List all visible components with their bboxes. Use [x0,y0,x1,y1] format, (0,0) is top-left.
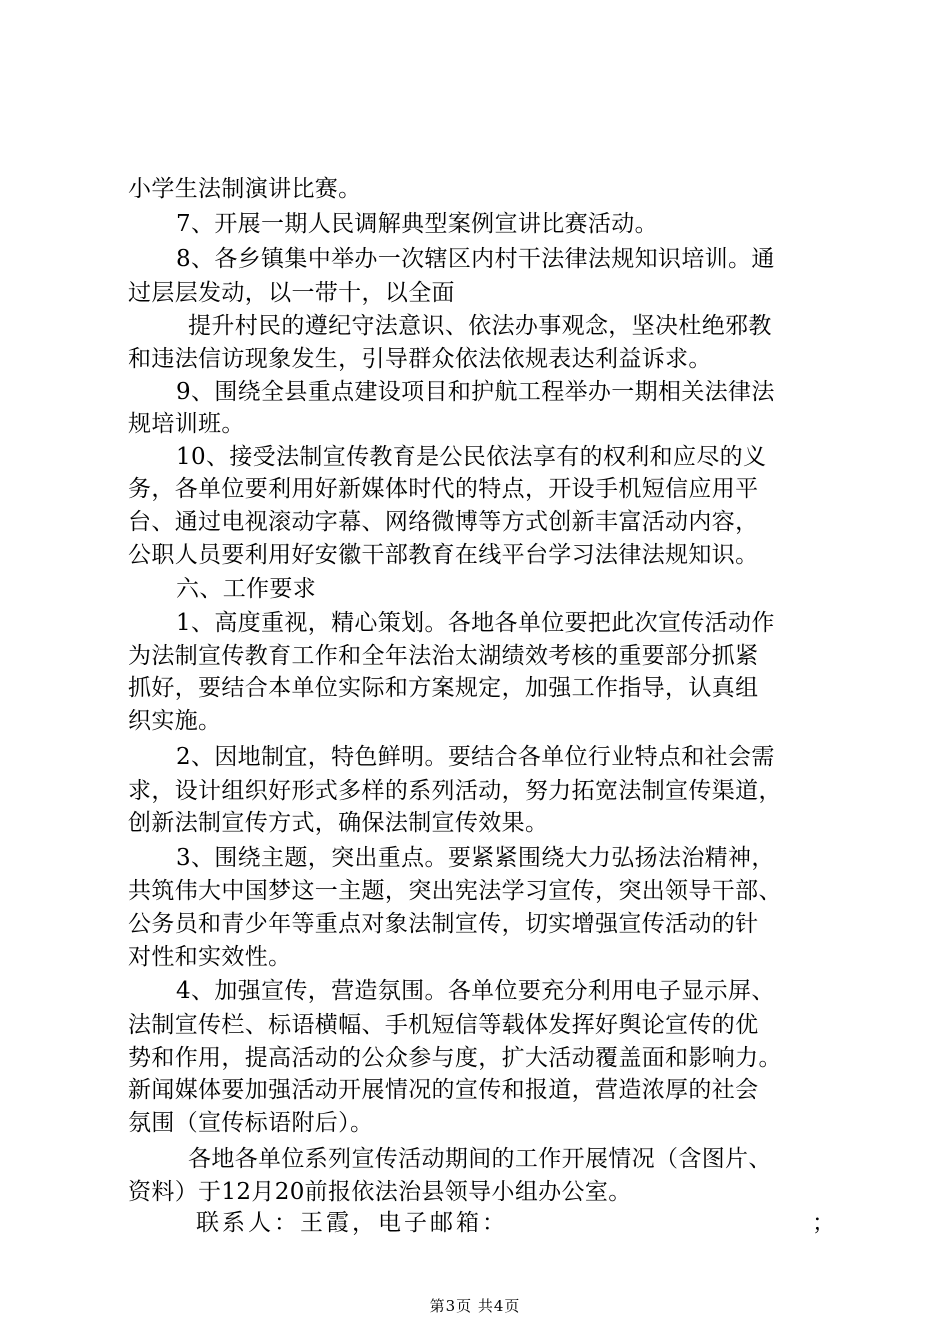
text-line: 提升村民的遵纪守法意识、依法办事观念，坚决杜绝邪教 [188,313,772,339]
text-line: 对性和实效性。 [128,944,292,970]
page-footer: 第3页 共4页 [429,1297,521,1315]
contact-line: 联系人：王霞，电子邮箱： [196,1210,508,1236]
text-line: 1、高度重视，精心策划。各地各单位要把此次宣传活动作 [176,610,775,636]
text-line: 资料）于12月20前报依法治县领导小组办公室。 [128,1179,632,1205]
text-line: 和违法信访现象发生，引导群众依法依规表达利益诉求。 [128,346,712,372]
text-line: 3、围绕主题，突出重点。要紧紧围绕大力弘扬法治精神， [176,845,775,871]
text-line: 共筑伟大中国梦这一主题，突出宪法学习宣传，突出领导干部、 [128,878,782,904]
text-line: 8、各乡镇集中举办一次辖区内村干法律法规知识培训。通 [176,246,775,272]
text-line: 氛围（宣传标语附后）。 [128,1110,374,1136]
text-line: 台、通过电视滚动字幕、网络微博等方式创新丰富活动内容， [128,509,759,535]
text-line: 织实施。 [128,708,222,734]
text-line: 务，各单位要利用好新媒体时代的特点，开设手机短信应用平 [128,476,759,502]
text-line: 小学生法制演讲比赛。 [128,176,362,202]
text-line: 法制宣传栏、标语横幅、手机短信等载体发挥好舆论宣传的优 [128,1012,759,1038]
text-line: 创新法制宣传方式，确保法制宣传效果。 [128,810,549,836]
text-line: 公职人员要利用好安徽干部教育在线平台学习法律法规知识。 [128,542,759,568]
text-line: 9、围绕全县重点建设项目和护航工程举办一期相关法律法 [176,379,775,405]
text-line: 10、接受法制宣传教育是公民依法享有的权利和应尽的义 [176,444,767,470]
text-line: 规培训班。 [128,411,245,437]
contact-line-end: ； [812,1210,835,1236]
text-line: 各地各单位系列宣传活动期间的工作开展情况（含图片、 [188,1146,772,1172]
section-heading: 六、工作要求 [176,576,317,602]
text-line: 过层层发动，以一带十，以全面 [128,280,455,306]
text-line: 公务员和青少年等重点对象法制宣传，切实增强宣传活动的针 [128,911,759,937]
text-line: 2、因地制宜，特色鲜明。要结合各单位行业特点和社会需 [176,744,775,770]
text-line: 7、开展一期人民调解典型案例宣讲比赛活动。 [176,211,658,237]
text-line: 为法制宣传教育工作和全年法治太湖绩效考核的重要部分抓紧 [128,643,759,669]
text-line: 求，设计组织好形式多样的系列活动，努力拓宽法制宣传渠道， [128,778,782,804]
text-line: 4、加强宣传，营造氛围。各单位要充分利用电子显示屏、 [176,978,775,1004]
text-line: 新闻媒体要加强活动开展情况的宣传和报道，营造浓厚的社会 [128,1077,759,1103]
text-line: 抓好，要结合本单位实际和方案规定，加强工作指导，认真组 [128,675,759,701]
text-line: 势和作用，提高活动的公众参与度，扩大活动覆盖面和影响力。 [128,1045,782,1071]
